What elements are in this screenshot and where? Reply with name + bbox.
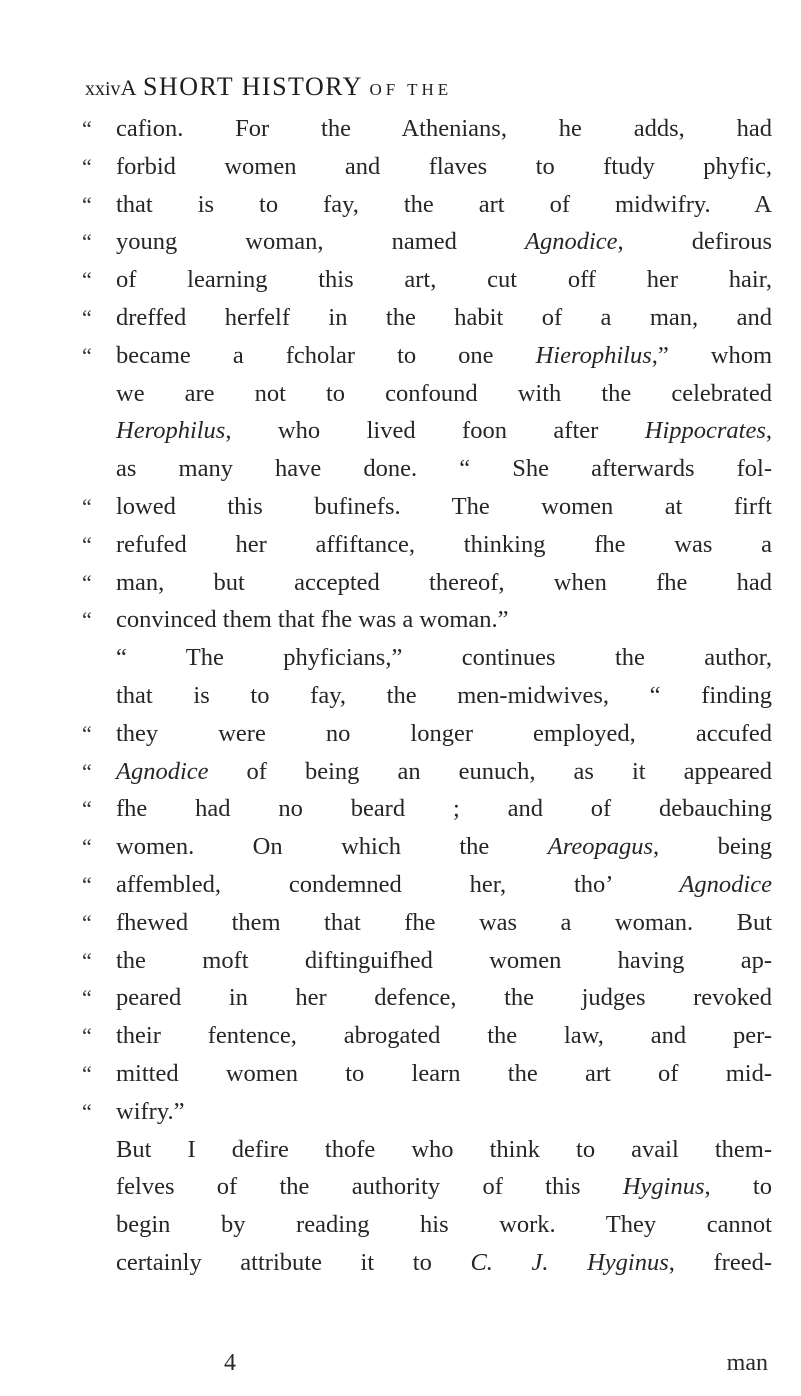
text-segment: , to <box>704 1173 772 1201</box>
quote-mark: “ <box>82 834 92 860</box>
italic-text: Areopagus <box>547 833 653 861</box>
text-line <box>82 942 772 980</box>
title-mark: A <box>120 75 137 100</box>
text-segment: , defirous <box>617 228 772 256</box>
text-line <box>82 148 772 186</box>
text-line <box>82 715 772 753</box>
text-segment: lowed this bufinefs. The women at firft <box>116 492 772 520</box>
text-line <box>82 1131 772 1169</box>
running-title: SHORT HISTORY <box>142 72 363 101</box>
text-segment: cafion. For the Athenians, he adds, had <box>116 115 772 142</box>
text-segment: of learning this art, cut off her hair, <box>116 266 772 294</box>
quote-mark: “ <box>82 947 92 973</box>
text-segment: wifry.” <box>116 1097 185 1125</box>
text-segment: peared in her defence, the judges revoked <box>116 984 772 1012</box>
running-title-small-caps: OF THE <box>369 80 453 99</box>
quote-mark: “ <box>82 116 92 141</box>
text-line <box>82 601 772 639</box>
italic-text: Hippocrates <box>644 417 766 445</box>
quote-mark: “ <box>82 229 92 255</box>
text-segment: dreffed herfelf in the habit of a man, and <box>116 303 772 331</box>
quote-mark: “ <box>82 342 92 368</box>
text-line <box>82 186 772 224</box>
text-segment: we are not to confound with the celebrated <box>116 379 772 407</box>
text-line <box>82 261 772 299</box>
quote-mark: “ <box>82 493 92 519</box>
text-segment: man, but accepted thereof, when fhe had <box>116 568 772 596</box>
text-line <box>82 412 772 450</box>
text-line <box>82 299 772 337</box>
text-line <box>82 904 772 942</box>
quote-mark: “ <box>82 1023 92 1049</box>
quote-mark: “ <box>82 796 92 822</box>
text-line <box>82 790 772 828</box>
quote-mark: “ <box>82 191 92 217</box>
quote-mark: “ <box>82 267 92 293</box>
text-segment: forbid women and flaves to ftudy phyfic, <box>116 152 772 180</box>
text-segment: , freed- <box>668 1248 772 1276</box>
italic-text: Agnodice <box>116 757 209 785</box>
text-segment: their fentence, abrogated the law, and per- <box>116 1022 772 1050</box>
text-line <box>82 866 772 904</box>
quote-mark: “ <box>82 985 92 1011</box>
quote-mark: “ <box>82 1098 92 1124</box>
text-line <box>82 1206 772 1244</box>
text-segment: affembled, condemned her, tho’ <box>116 870 680 898</box>
text-segment: became a fcholar to one <box>116 341 536 369</box>
text-segment: ,” whom <box>651 341 773 369</box>
text-line <box>82 375 772 413</box>
body-text <box>82 110 772 1282</box>
text-segment: women. On which the <box>116 833 548 861</box>
text-line <box>82 979 772 1017</box>
text-segment: begin by reading his work. They cannot <box>116 1211 772 1239</box>
text-line <box>82 1055 772 1093</box>
quote-mark: “ <box>82 758 92 784</box>
text-line <box>82 639 772 677</box>
text-line <box>82 828 772 866</box>
text-segment: as many have done. “ She afterwards fol- <box>116 455 772 483</box>
italic-text: Hyginus <box>622 1173 705 1201</box>
italic-text: Herophilus <box>116 417 226 445</box>
text-line <box>82 1168 772 1206</box>
text-line <box>82 1017 772 1055</box>
text-segment: fhe had no beard ; and of debauching <box>116 795 772 823</box>
quote-mark: “ <box>82 871 92 897</box>
signature-mark: 4 <box>224 1350 236 1376</box>
quote-mark: “ <box>82 1060 92 1086</box>
text-line <box>82 110 772 148</box>
page-footer <box>82 1350 772 1384</box>
text-line <box>82 564 772 602</box>
text-segment: , being <box>653 833 772 861</box>
text-line <box>82 677 772 715</box>
text-segment: felves of the authority of this <box>116 1173 623 1201</box>
text-segment: young woman, named <box>116 228 525 256</box>
text-line <box>82 526 772 564</box>
text-segment: mitted women to learn the art of mid- <box>116 1059 772 1087</box>
text-line <box>82 1244 772 1282</box>
text-line <box>82 1093 772 1131</box>
quote-mark: “ <box>82 720 92 746</box>
page-number: xxiv <box>85 78 121 100</box>
text-line <box>82 488 772 526</box>
quote-mark: “ <box>82 531 92 557</box>
catchword: man <box>726 1350 768 1376</box>
text-segment: , who lived foon after <box>225 417 645 445</box>
quote-mark: “ <box>82 569 92 595</box>
italic-text: C. J. Hyginus <box>470 1248 669 1276</box>
running-head <box>85 72 765 102</box>
text-line <box>82 223 772 261</box>
quote-mark: “ <box>82 909 92 935</box>
text-line <box>82 450 772 488</box>
text-segment: But I defire thofe who think to avail them- <box>116 1135 772 1163</box>
italic-text: Agnodice <box>679 870 772 898</box>
text-segment: that is to fay, the men-midwives, “ finding <box>116 681 772 709</box>
quote-mark: “ <box>82 304 92 330</box>
text-segment: of being an eunuch, as it appeared <box>208 757 772 785</box>
italic-text: Agnodice <box>524 228 618 256</box>
text-segment: fhewed them that fhe was a woman. But <box>116 908 772 936</box>
text-segment: that is to fay, the art of midwifry. A <box>116 190 772 218</box>
text-segment: convinced them that fhe was a woman.” <box>116 606 509 634</box>
quote-mark: “ <box>82 607 92 633</box>
text-segment: certainly attribute it to <box>116 1248 471 1276</box>
text-segment: , <box>765 417 772 445</box>
text-segment: they were no longer employed, accufed <box>116 719 772 747</box>
text-line <box>82 337 772 375</box>
quote-mark: “ <box>82 153 92 179</box>
text-line <box>82 753 772 791</box>
text-segment: refufed her affiftance, thinking fhe was a <box>116 530 772 558</box>
text-segment: the moft diftinguifhed women having ap- <box>116 946 772 974</box>
text-segment: “ The phyficians,” continues the author, <box>116 644 772 672</box>
italic-text: Hierophilus <box>535 341 652 369</box>
